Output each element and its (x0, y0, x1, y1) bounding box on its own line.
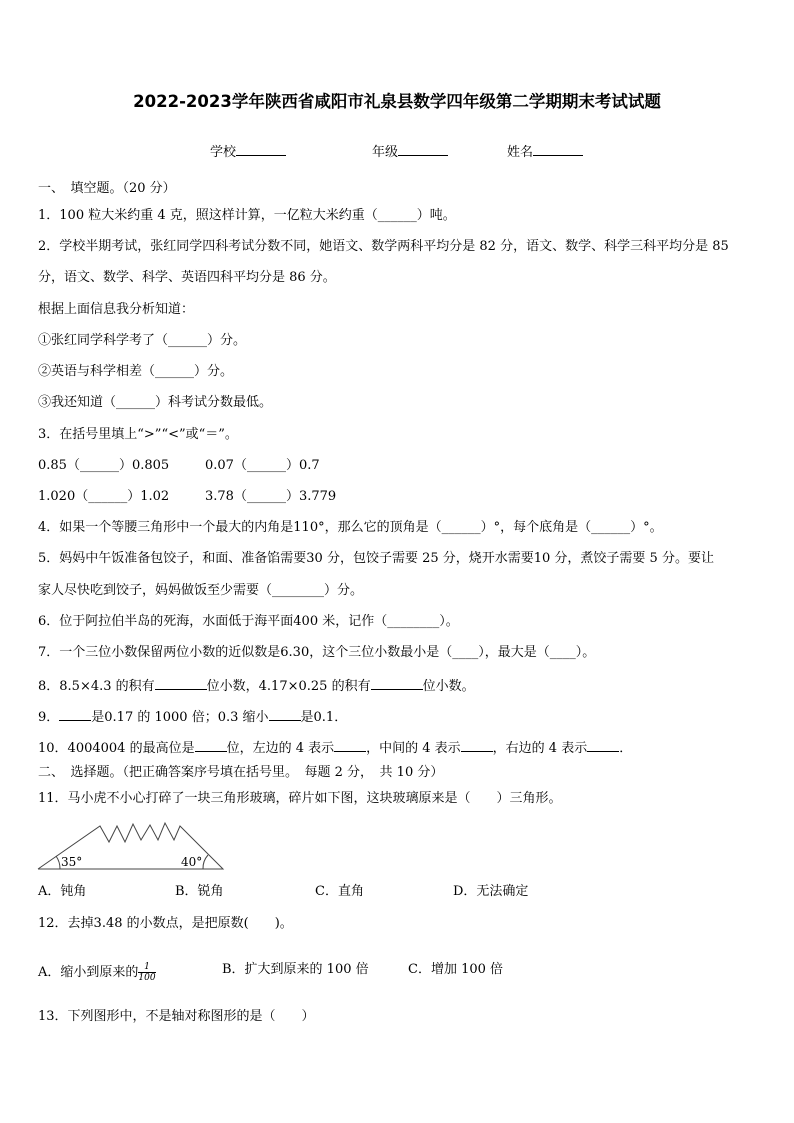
q8-blank-2[interactable] (371, 677, 423, 690)
name-field[interactable] (507, 141, 583, 160)
left-angle-label: 35° (61, 855, 83, 869)
question-1: 1．100 粒大米约重 4 克，照这样计算，一亿粒大米约重（______）吨。 (38, 208, 456, 223)
q10-blank-1[interactable] (195, 739, 227, 752)
school-label: 学校 (210, 145, 237, 160)
school-field[interactable] (210, 141, 286, 160)
right-angle-label: 40° (181, 855, 203, 869)
q9-text-c: 是0.1． (300, 710, 348, 725)
question-7: 7．一个三位小数保留两位小数的近似数是6.30，这个三位小数最小是（____），最大是（____）。 (38, 645, 596, 660)
question-2-sub-2: ②英语与科学相差（______）分。 (38, 364, 234, 379)
q8-text-c: 位小数。 (422, 679, 475, 694)
broken-triangle-figure (36, 818, 228, 872)
q11-option-a[interactable]: A．钝角 (38, 884, 87, 899)
q10-blank-2[interactable] (334, 739, 366, 752)
question-3-item-3: 1.020（______）1.02 (38, 489, 170, 504)
q10-text-b: 位，左边的 4 表示 (226, 741, 335, 756)
section-choice-heading: 二、 选择题。（把正确答案序号填在括号里。 每题 2 分， 共 10 分） (38, 765, 444, 780)
left-angle-arc (56, 856, 60, 869)
question-3-item-1: 0.85（______）0.805 (38, 458, 170, 473)
q11-option-c[interactable]: C．直角 (315, 884, 364, 899)
question-10 (38, 739, 632, 757)
question-2-line-1: 2．学校半期考试，张红同学四科考试分数不同，她语文、数学两科平均分是 82 分，语文、数学、科学三科平均分是 85 (38, 239, 729, 254)
q12-option-a-text: A．缩小到原来的 (38, 965, 139, 980)
question-8 (38, 677, 475, 695)
question-2-sub-3: ③我还知道（______）科考试分数最低。 (38, 395, 273, 410)
one-hundredth-fraction: $\frac{1}{100}$ (138, 962, 156, 983)
question-5-line-2: 家人尽快吃到饺子，妈妈做饭至少需要（________）分。 (38, 583, 364, 598)
question-2-line-3: 根据上面信息我分析知道： (38, 302, 195, 317)
name-blank[interactable] (533, 143, 583, 156)
question-12: 12．去掉3.48 的小数点，是把原数( )。 (38, 916, 293, 931)
q12-option-a[interactable] (38, 962, 156, 983)
q9-text-a: 9． (38, 710, 60, 725)
q10-text-d: ，右边的 4 表示 (492, 741, 588, 756)
question-2-sub-1: ①张红同学科学考了（______）分。 (38, 333, 247, 348)
q10-text-a: 10．4004004 的最高位是 (38, 741, 195, 756)
q10-text-c: ，中间的 4 表示 (366, 741, 461, 756)
q11-option-d[interactable]: D．无法确定 (453, 884, 529, 899)
q8-blank-1[interactable] (155, 677, 207, 690)
q12-option-b[interactable]: B．扩大到原来的 100 倍 (222, 962, 369, 977)
grade-blank[interactable] (398, 143, 448, 156)
q10-blank-3[interactable] (461, 739, 493, 752)
page-title: 2022-2023学年陕西省咸阳市礼泉县数学四年级第二学期期末考试试题 (133, 92, 661, 111)
q9-blank-1[interactable] (59, 708, 91, 721)
q8-text-a: 8．8.5×4.3 的积有 (38, 679, 155, 694)
question-6: 6．位于阿拉伯半岛的死海，水面低于海平面400 米，记作（________）。 (38, 614, 459, 629)
question-9 (38, 708, 347, 726)
question-5-line-1: 5．妈妈中午饭准备包饺子，和面、准备馅需要30 分，包饺子需要 25 分，烧开水需要10 分，煮饺子需要 5 分。要让 (38, 551, 714, 566)
q10-text-e: ． (619, 741, 633, 756)
name-label: 姓名 (507, 145, 534, 160)
grade-label: 年级 (372, 145, 399, 160)
q12-option-c[interactable]: C．增加 100 倍 (408, 962, 504, 977)
question-4: 4．如果一个等腰三角形中一个最大的内角是110°，那么它的顶角是（______）°，每个底角是（______）°。 (38, 520, 663, 535)
q8-text-b: 位小数，4.17×0.25 的积有 (206, 679, 371, 694)
section-fill-blank-heading: 一、 填空题。（20 分） (38, 181, 176, 196)
question-3-item-2: 0.07（______）0.7 (205, 458, 320, 473)
question-11: 11．马小虎不小心打碎了一块三角形玻璃，碎片如下图，这块玻璃原来是（ ）三角形。 (38, 791, 562, 806)
school-blank[interactable] (236, 143, 286, 156)
right-angle-arc (203, 855, 208, 869)
q9-text-b: 是0.17 的 1000 倍；0.3 缩小 (91, 710, 269, 725)
grade-field[interactable] (372, 141, 448, 160)
question-13: 13．下列图形中，不是轴对称图形的是（ ） (38, 1009, 315, 1024)
question-3: 3．在括号里填上“>”“<”或“＝”。 (38, 427, 238, 442)
question-3-item-4: 3.78（______）3.779 (205, 489, 337, 504)
question-2-line-2: 分，语文、数学、科学、英语四科平均分是 86 分。 (38, 270, 336, 285)
q11-option-b[interactable]: B．锐角 (175, 884, 224, 899)
q9-blank-2[interactable] (269, 708, 301, 721)
q10-blank-4[interactable] (587, 739, 619, 752)
